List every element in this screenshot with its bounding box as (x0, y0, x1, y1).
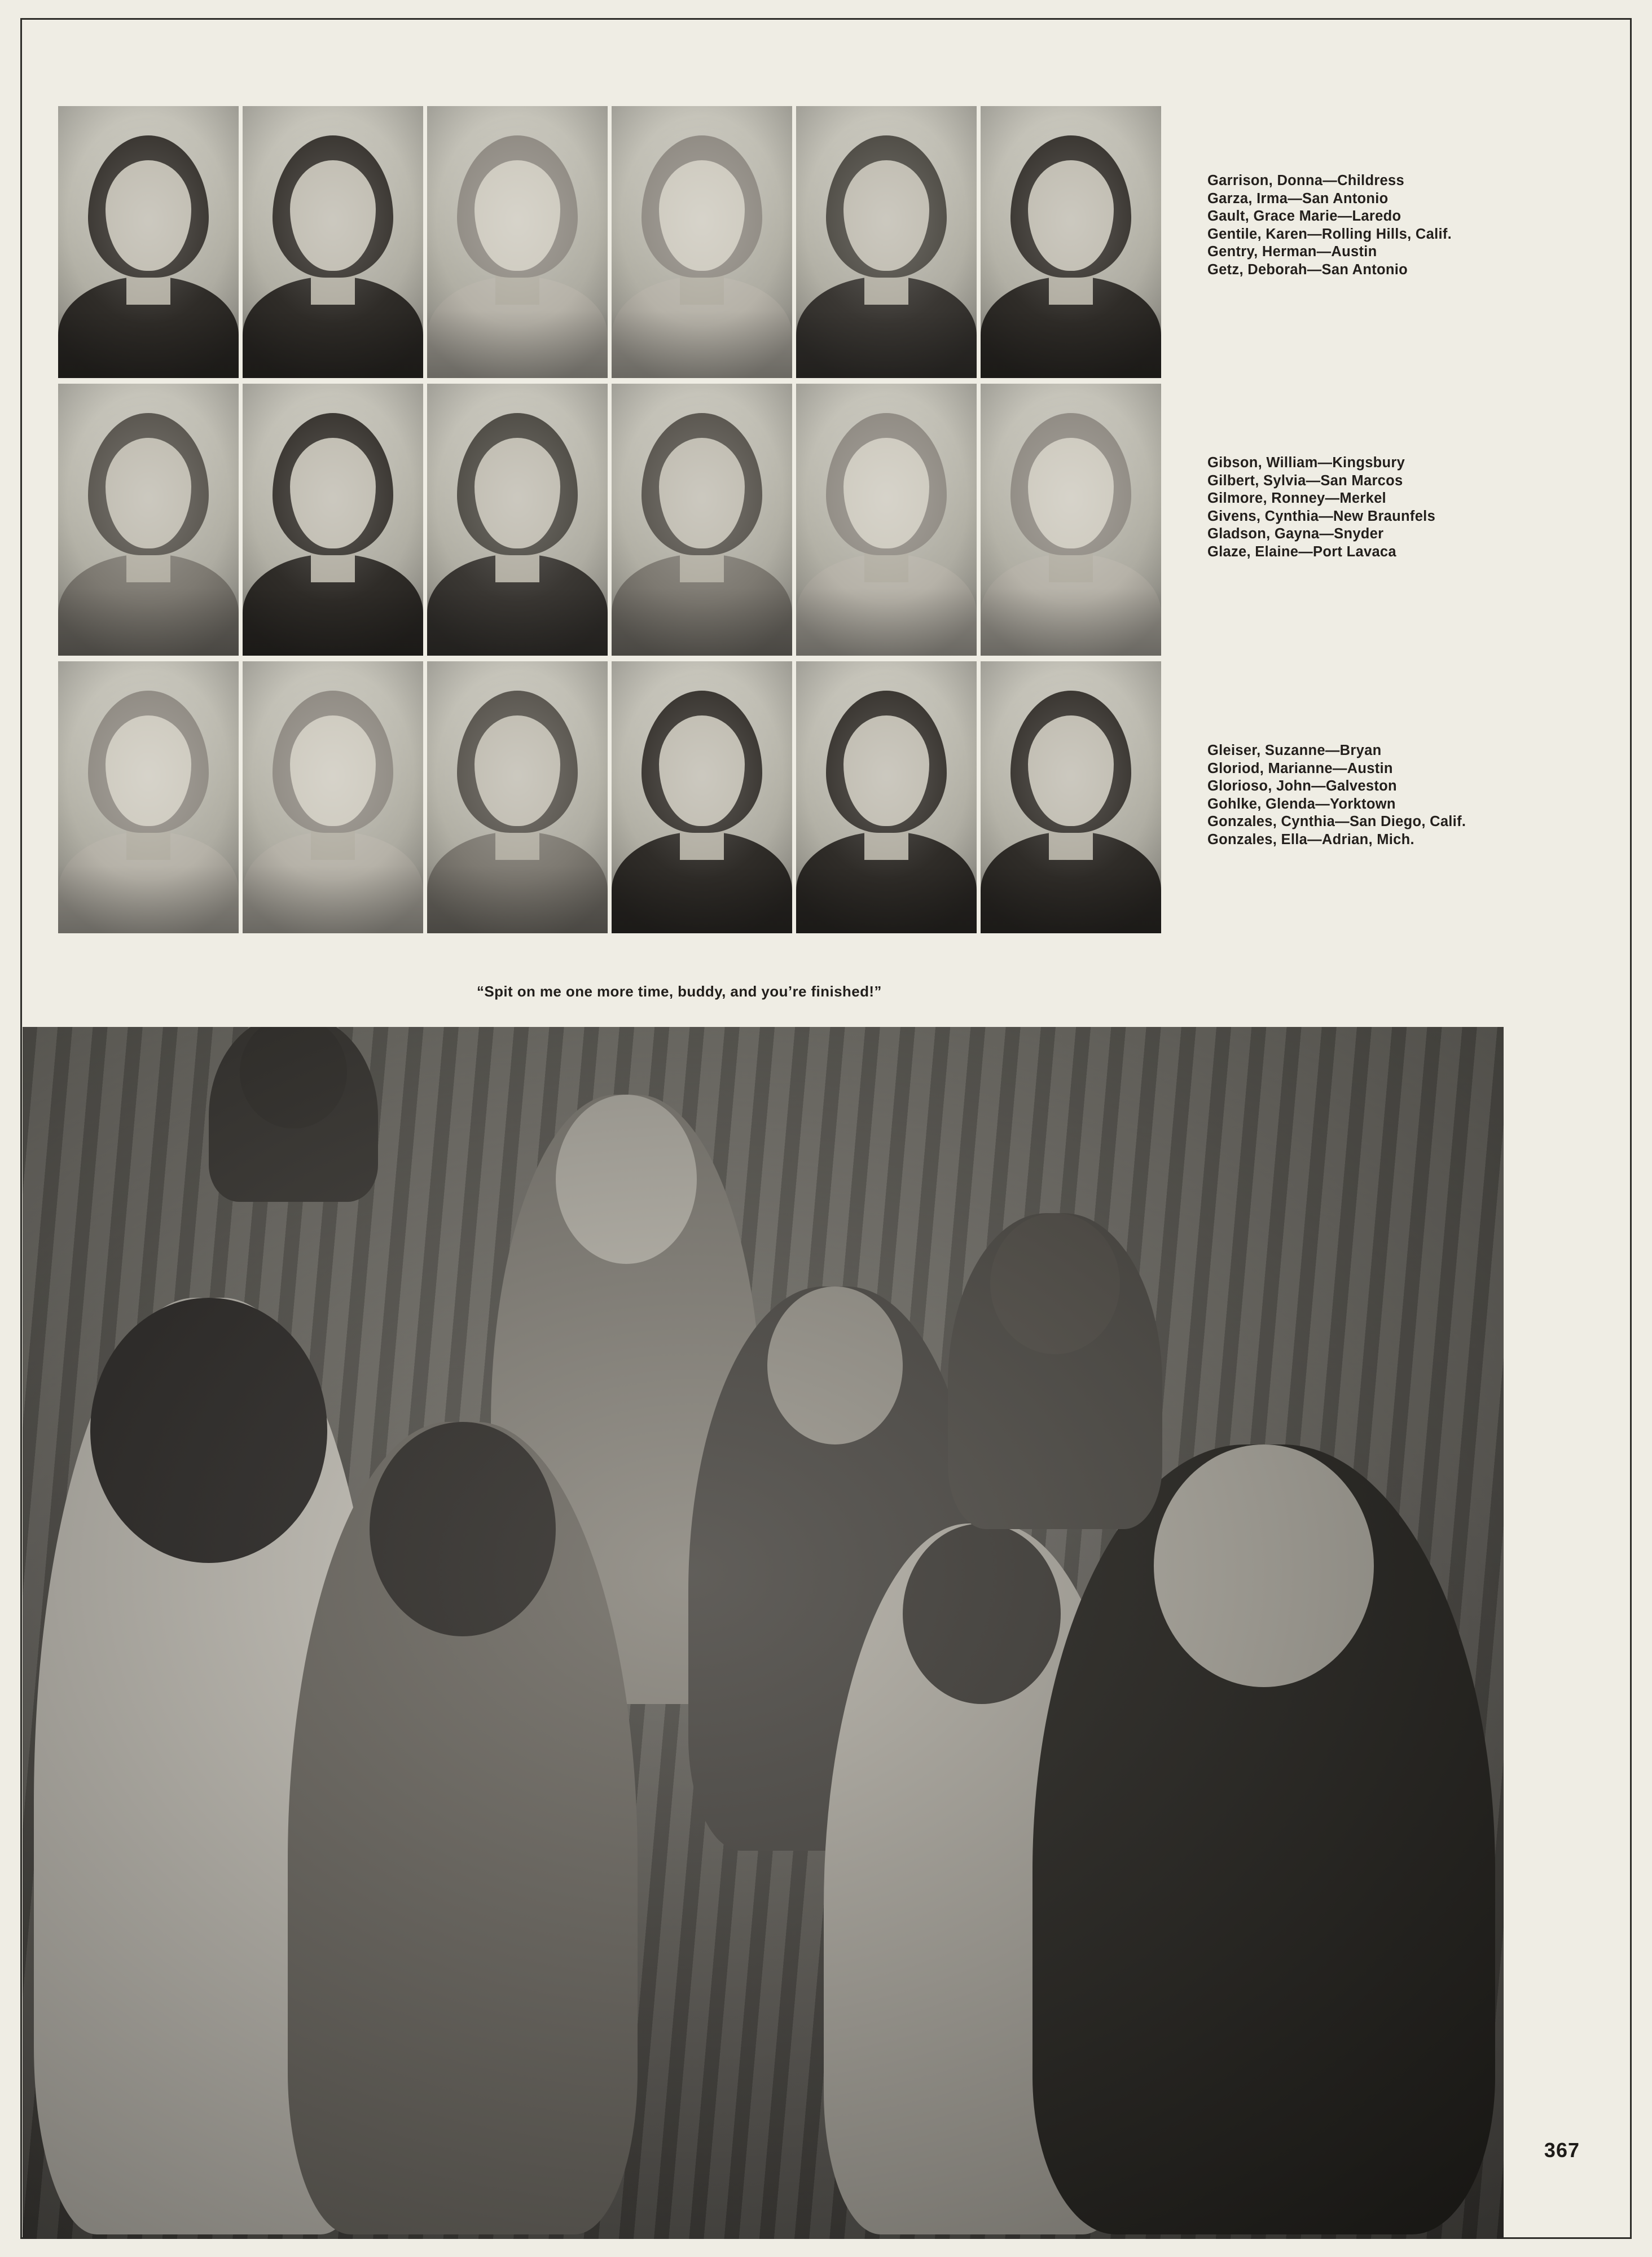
photo-caption: “Spit on me one more time, buddy, and you’re finished!” (477, 983, 882, 1000)
name-entry: Gilmore, Ronney—Merkel (1207, 490, 1386, 506)
name-entry: Gilbert, Sylvia—San Marcos (1207, 472, 1403, 489)
name-entry: Getz, Deborah—San Antonio (1207, 261, 1408, 278)
portrait-photo (243, 661, 423, 933)
name-entry: Gladson, Gayna—Snyder (1207, 526, 1384, 542)
portrait-photo (981, 106, 1161, 378)
portrait-photo (612, 106, 792, 378)
name-entry: Garza, Irma—San Antonio (1207, 190, 1389, 207)
portrait-photo (58, 661, 239, 933)
portrait-photo (612, 661, 792, 933)
name-list-row2 (1207, 454, 1568, 561)
name-entry: Glorioso, John—Galveston (1207, 778, 1397, 794)
name-entry: Gibson, William—Kingsbury (1207, 455, 1405, 471)
portrait-photo (427, 384, 608, 656)
portrait-grid (58, 106, 1161, 933)
name-entry: Gleiser, Suzanne—Bryan (1207, 743, 1382, 758)
name-entry: Gentry, Herman—Austin (1207, 244, 1377, 260)
portrait-photo (796, 106, 977, 378)
portrait-photo (612, 384, 792, 656)
name-entry: Gloriod, Marianne—Austin (1207, 760, 1393, 776)
portrait-photo (981, 661, 1161, 933)
crowd-photo (23, 1027, 1504, 2239)
page-number: 367 (1544, 2139, 1580, 2162)
name-entry: Garrison, Donna—Childress (1207, 173, 1404, 188)
portrait-photo (796, 384, 977, 656)
name-list-row1 (1207, 172, 1568, 279)
name-entry: Gault, Grace Marie—Laredo (1207, 208, 1401, 224)
portrait-photo (796, 661, 977, 933)
portrait-photo (427, 106, 608, 378)
portrait-photo (58, 384, 239, 656)
portrait-photo (981, 384, 1161, 656)
portrait-photo (243, 384, 423, 656)
name-list-row3 (1207, 742, 1568, 849)
portrait-photo (427, 661, 608, 933)
name-entry: Gohlke, Glenda—Yorktown (1207, 796, 1396, 812)
name-entry: Gonzales, Ella—Adrian, Mich. (1207, 831, 1414, 848)
name-entry: Glaze, Elaine—Port Lavaca (1207, 543, 1396, 560)
portrait-photo (243, 106, 423, 378)
name-entry: Gentile, Karen—Rolling Hills, Calif. (1207, 226, 1452, 242)
portrait-photo (58, 106, 239, 378)
name-entry: Gonzales, Cynthia—San Diego, Calif. (1207, 814, 1466, 829)
name-entry: Givens, Cynthia—New Braunfels (1207, 508, 1436, 524)
